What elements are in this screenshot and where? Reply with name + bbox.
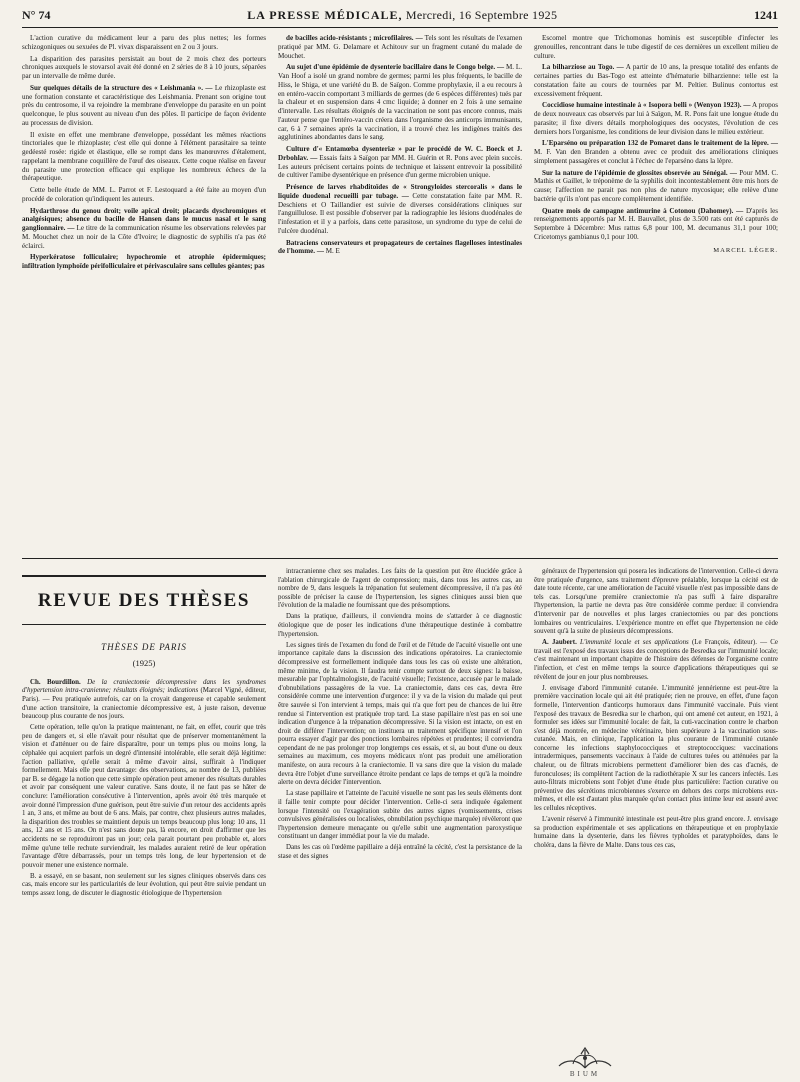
paragraph: [534, 101, 778, 136]
paragraph: [22, 678, 266, 721]
report-heading: Sur la nature de l'épidémie de glossites observée au Sénégal. —: [542, 168, 737, 177]
paragraph: [534, 684, 778, 813]
paragraph-text: (Marcel Vigné, éditeur, Paris). — Peu pratiquée autrefois, car on la croyait dangereuse et capable seulement d'une action transitoire, la craniectomie décompressive est, à juste raison, devenue beaucoup plus courante de nos jours.: [22, 686, 266, 721]
paragraph-text: Il existe en effet une membrane d'enveloppe, possédant les mêmes réactions tinctoriales que le rhizoplaste; c'est elle qui donne à l'élément parasitaire sa teinte gedéesté rosée: rigide et élastique, elle se rompt dans les manœuvres d'étalement, rappelant la membrane coquillère de l'œuf des oiseaux. Cette coque réalise en faveur du parasite une protection efficace qui explique les nombreux échecs de la thérapeutique.: [22, 130, 266, 183]
paragraph: [534, 139, 778, 165]
thesis-author: A. Jaubert.: [542, 638, 577, 647]
issue-date: Mercredi, 16 Septembre 1925: [402, 8, 558, 22]
report-heading: Au sujet d'une épidémie de dysenterie bacillaire dans le Congo belge. —: [286, 63, 505, 72]
paragraph: [22, 207, 266, 251]
paragraph-text: M. F. Van den Branden a obtenu avec ce produit des améliorations cliniques simplement passagères et conclut à l'échec de l'eparséno dans la lèpre.: [534, 148, 778, 165]
paragraph-text: Escomel montre que Trichomonas hominis est susceptible d'infecter les grenouilles, rencontrant dans le tube digestif de ces dernières un excellent milieu de culture.: [534, 34, 778, 60]
society-report: [22, 34, 778, 552]
paragraph: [278, 567, 522, 610]
paragraph-text: Pour MM. C. Mathis et Gaillet, le tréponème de la syphilis doit incontestablement être mis hors de cause; l'affection ne parait pas non plus de nature mycosique; elle relève d'une bactérie qu'ils n'ont pas encore complètement identifiée.: [534, 168, 778, 203]
paragraph-text: Cette belle étude de MM. L. Parrot et F. Lestoquard a été faite au moyen d'un procédé de coloration qu'indiquent les auteurs.: [22, 186, 266, 203]
ornament-label: BIUM: [569, 1070, 601, 1078]
paragraph-text: L'action curative du médicament leur a paru des plus nettes; les formes schizogoniques ou sexuées de Pl. vivax disparaissent en 2 ou 3 jours.: [22, 34, 266, 51]
paragraph: [278, 641, 522, 787]
paragraph-text: Le titre de la communication résume les observations relevées par M. Mouchet chez un noir de la Côte d'Ivoire; le diagnostic de syphilis n'a pas été éclairci.: [22, 224, 266, 250]
paragraph-text: D'après les renseignements apportés par M. H. Bauvallet, plus de 3.500 rats ont été capturés de Septembre à Décembre: Mus rattus 6,8 pour 100, M. decumanus 31,1 pour 100; Cricetomys gambianus 0,1 pour 100.: [534, 206, 778, 241]
paragraph: [278, 612, 522, 638]
paragraph-text: généraux de l'hypertension qui posera les indications de l'intervention. Celle-ci devra être pratiquée d'urgence, sans traitement d'épreuve préalable, lorsque la cécité est de date toute récente, car une amélioration de l'acuité visuelle n'est pas impossible dans de tels cas. Lorsqu'une première craniectomie n'a pas suffi à faire disparaître l'hypertension, la partie ne devra pas être considérée comme perdue: il conviendra d'intervenir par de nouvelles et plus larges craniectomies ou par des ponctions lombaires ou ventriculaires. L'expérience montre en effet que l'hypertension ne cède souvent qu'à la suite de plusieurs décompressions.: [534, 567, 778, 636]
section-title: REVUE DES THÈSES: [22, 575, 266, 625]
journal-title: LA PRESSE MÉDICALE,: [247, 8, 403, 22]
paragraph-text: B. a essayé, en se basant, non seulement sur les signes cliniques observés dans ces cas, mais encore sur les particularités de leur évolution, qui peut être suivie pendant un temps assez long, de discuter le diagnostic étiologique de l'hypertension: [22, 871, 266, 898]
paragraph-text: Les signes tirés de l'examen du fond de l'œil et de l'étude de l'acuité visuelle ont une importance capitale dans la discussion des indications opératoires. La craniectomie décompressive est formellement indiquée dans tous les cas où existe une altération, même minime, de la vision. Il faudra tenir compte surtout de deux signes: la baisse, mesurable par l'ophtalmologiste, de l'acuité visuelle; l'existence, accusée par le malade d'obnubilations passagères de la vue. La craniectomie, dans ces cas, devra être considérée comme une intervention d'urgence: il y va de la vision du malade qui peut être sauvée si l'on intervient à temps, mais qui n'a que fort peu de chances de lui être rendue si l'intervention est pratiquée trop tard. La stase papillaire n'est pas en soi une indication d'urgence à la trépanation décompressive. Si la vision est intacte, on est en droit de différer l'intervention; on instituera un traitement spécifique intensif et l'on pourra essayer d'agir par des ponctions lombaires répétées et prudentes; il conviendra cependant de ne pas prolonger trop longtemps ces essais, et si, au bout d'une ou deux semaines au maximum, ces moyens médicaux n'ont pas produit une amélioration manifeste, on aura recours à la craniectomie. Il va sans dire que la vision du malade devra être l'objet d'une surveillance étroite pendant ce laps de temps et qu'à la moindre alerte on devra décider l'intervention.: [278, 640, 522, 787]
paragraph: [22, 186, 266, 204]
paragraph: [278, 145, 522, 180]
thesis-title: De la craniectomie décompressive dans les syndromes d'hypertension intra-cranienne; résultats éloignés; indications: [22, 677, 266, 695]
paragraph-text: intracranienne chez ses malades. Les faits de la question put être élucidée grâce à l'ablation chirurgicale de l'agent de compression; mais, dans tous les autres cas, au nombre de 9, dans lesquels la trépanation fut seulement décompressive, il n'a pas été possible de préciser la cause de l'hypertension, les signes cliniques aussi bien que l'évolution de la maladie ne fournissant que des présomptions.: [278, 567, 522, 610]
report-heading: Coccidiose humaine intestinale à « Isopora belli » (Wenyon 1923). —: [542, 101, 751, 110]
bottom-column-1: [22, 567, 266, 1062]
bottom-column-2: [278, 567, 522, 1062]
paragraph-text: J. envisage d'abord l'immunité cutanée. L'immunité jennérienne est peut-être la première vaccination locale qui ait été pratiquée; rien ne prouve, en effet, d'une façon formelle, l'intervention d'anticorps humoraux dans l'immunité vaccinale. Puis vient l'exposé des travaux de Besredka sur le charbon, qui ont amené cet auteur, en 1921, à formuler ses idées sur l'immunité locale: de fait, la cuti-vaccination contre le charbon s'est déjà montrée, en médecine vétérinaire, bien supérieure à la vaccination sous-cutanée. Mais, en clinique, l'application la plus courante de l'immunité cutanée concerne les infections staphylococciques et streptococciques: vaccinations intradermiques, pansements vaccinaux à l'aide de cultures tuées ou atténuées par la chaleur, ou de filtrats microbiens permettent d'améliorer bien des cas d'acnés, de furonculoses; ils complètent l'action de la radiothérapie X sur les cancers infectés. Les auto-filtrats microbiens sont l'objet d'une étude plus particulière: l'action curative ou préventive des sécrétions microbiennes s'exerce en dehors des corps microbiens eux-mêmes, et elle est d'autant plus marquée qu'un contact plus intime leur est assuré avec les cellules réceptives.: [534, 683, 778, 813]
section-subtitle: THÈSES DE PARIS: [101, 641, 187, 652]
paragraph: [278, 789, 522, 841]
paragraph: [22, 723, 266, 869]
journal-line: [247, 8, 557, 23]
paragraph: [534, 567, 778, 636]
paragraph: [22, 34, 266, 52]
thesis-review-section: [22, 567, 778, 1062]
paragraph: [278, 183, 522, 236]
paragraph: [22, 131, 266, 184]
thesis-title: L'immunité locale et ses applications: [576, 638, 689, 647]
bottom-column-3: [534, 567, 778, 1062]
top-column-3: [534, 34, 778, 552]
top-column-2: [278, 34, 522, 552]
paragraph-text: Essais faits à Saïgon par MM. H. Guérin et R. Pons avec plein succès. Les auteurs précisent certains points de technique et laissent entrevoir la possibilité de cultiver l'amibe dysentérique en présence d'un germe microbien unique.: [278, 153, 522, 180]
paragraph: [278, 63, 522, 142]
paragraph-text: Tels sont les résultats de l'examen pratiqué par MM. G. Delamare et Achitouv sur un fragment cutané du malade de Mouchet.: [278, 34, 522, 60]
paragraph: [534, 34, 778, 60]
paragraph: [534, 63, 778, 98]
thesis-author: Ch. Bourdillon.: [30, 677, 81, 686]
report-heading: Hydarthrose du genou droit; voile apical droit; placards dyschromiques et analgésiques; absence du bacille de Hansen dans le mucus nasal et le sang ganglionnaire. —: [22, 206, 266, 232]
library-ornament: [550, 1044, 620, 1078]
paragraph: [278, 34, 522, 60]
paragraph-text: Dans la pratique, d'ailleurs, il conviendra moins de s'attarder à ce diagnostic étiologique que de poser les indications d'une thérapeutique destinée à combattre l'hypertension.: [278, 612, 522, 638]
running-head: [22, 8, 778, 28]
paragraph-text: (Le François, éditeur). — Ce travail est l'exposé des travaux issus des conceptions de Besredka sur l'immunité locale; c'est maintenant un important chapitre de l'histoire des défenses de l'organisme contre l'infection, et c'est en même temps la source d'applications thérapeutiques qui se révèlent de jour en jour plus nombreuses.: [534, 638, 778, 681]
paragraph: [534, 169, 778, 204]
paragraph: [534, 638, 778, 681]
report-heading: Sur quelques détails de la structure des « Leishmania ». —: [30, 83, 213, 92]
paragraph-text: La disparition des parasites persistait au bout de 2 mois chez des porteurs chroniques auxquels le stovarsol avait été donné en 2 séries de 8 à 10 jours, séparées par un intervalle de même durée.: [22, 54, 266, 80]
report-heading: de bacilles acido-résistants ; microfilaires. —: [286, 34, 423, 42]
paragraph-text: La stase papillaire et l'atteinte de l'acuité visuelle ne sont pas les seuls éléments dont il faille tenir compte pour décider l'intervention. Celle-ci sera indiquée également lorsque l'intensité ou l'exagération subite des autres signes (vomissements, crises convulsives généralisées ou localisées, obnubilation psychique marquée) révèleront que l'hypertension demeure menaçante ou qu'elle subit une augmentation paroxystique constituant un danger immédiat pour la vie du malade.: [278, 789, 522, 841]
paragraph: [22, 84, 266, 128]
report-heading: La bilharziose au Togo. —: [542, 63, 624, 72]
report-heading: Présence de larves rhabditoïdes de « Strongyloides stercoralis » dans le liquide duodenal recueilli par tubage. —: [278, 183, 522, 200]
paragraph-text: Le rhizoplaste est une formation constante et caractéristique des Leishmania. Prenant son origine tout près du centrosome, il va rejoindre la membrane d'enveloppe du parasite en un point quelconque, le plus souvent au niveau d'un des pôles. Il participe de façon évidente au processus de division.: [22, 83, 266, 127]
report-heading: Hyperkératose folliculaire; hypochromie et atrophie épidermiques; infiltration lymphoïde périfolliculaire et périvasculaire sans cellules géantes; pas: [22, 253, 266, 270]
paragraph-text: M. L. Van Hoof a isolé un grand nombre de germes; parmi les plus fréquents, le bacille de Hiss, le Shiga, et une variété du B. de Saïgon. Comme prophylaxie, il a eu recours à en entéro-vaccin comportant 3 milliards de germes (de 6 espèces différentes) tués par la chaleur et en suspension dans 4 cmc liquide; à donner en 2 fois à une semaine d'intervalle. Les résultats éloignés de la vaccination ne sont pas encore connus, mais l'auteur pense que l'entéro-vaccin créera dans l'organisme des anticorps immunisants, car, 6 à 7 semaines après la vaccination, il a trouvé chez les indigènes traités des agglutinines abondantes dans le sang.: [278, 63, 522, 142]
page-number: 1241: [753, 8, 778, 22]
paragraph: [278, 843, 522, 860]
report-heading: Batraciens conservateurs et propagateurs de certaines flagelloses intestinales de l'homme. —: [278, 238, 522, 256]
paragraph-text: Cette constatation faite par MM. R. Deschiens et O Taillandier est suivie de diverses considérations cliniques sur l'anguillulose. Il est possible d'observer par la radiographie les lésions duodénales de l'infestation et il y a parfois, dans cette parasitose, un syndrome du type de celui de l'ulcère duodénal.: [278, 191, 522, 235]
section-year: (1925): [132, 658, 156, 669]
report-heading: L'Eparséno ou préparation 132 de Pomaret dans le traitement de la lèpre. —: [542, 139, 778, 148]
paragraph: [534, 815, 778, 849]
paragraph: [534, 207, 778, 242]
paragraph: [22, 253, 266, 271]
paragraph: [278, 239, 522, 257]
paragraph-text: Dans les cas où l'œdème papillaire a déjà entraîné la cécité, c'est la persistance de la stase et des signes: [278, 843, 522, 860]
report-heading: Culture d'« Entamœba dysenteriæ » par le procédé de W. C. Boeck et J. Drbohlav. —: [278, 145, 522, 162]
top-column-1: [22, 34, 266, 552]
paragraph: [22, 55, 266, 81]
paragraph-text: A partir de 10 ans, la presque totalité des enfants de certaines parties du Bas-Togo est atteinte d'hématurie bilharzienne: telle est la constatation faite au cours de tournées par M. Peltier. Bulinus contortus est excessivement fréquent.: [534, 63, 778, 98]
paragraph-text: Cette opération, telle qu'on la pratique maintenant, ne fait, en effet, courir que très peu de dangers et, si elle n'avait pour résultat que de préserver momentanément la vision et d'atténuer ou de faire disparaître, pour un temps plus ou moins long, la céphalée qui acquiert parfois un degré d'intensité intolérable, elle serait déjà légitime: l'action palliative, qu'elle serait à même d'avoir ainsi, suffirait à l'indiquer formellement. Mais elle peut davantage: des observations, au nombre de 13, publiées par B. se dégage la notion que cette simple opération peut amener des résultats durables et avoir par conséquent une valeur curative. Sans doute, il ne faut pas se hâter de conclure: l'amélioration consécutive à l'intervention, après avoir été très marquée et avoir donné l'impression d'une guérison, peut être suivie d'un retour des accidents après 1 an, 3 ans, et même au bout de 6 ans. Mais, par contre, chez plusieurs autres malades, la disparition des troubles se maintient depuis un temps beaucoup plus long: 10 ans, 11 ans, 12 ans et 15 ans. On n'est sans doute pas, là encore, en droit d'affirmer que les accidents ne se reproduiront pas un jour; cela parait pourtant peu probable et, alors même qu'une telle rechute surviendrait, les malades auraient retiré de leur opération l'avantage d'être débarrassés, pour un temps très long, de leur hypertension et de pouvoir mener une existence normale.: [22, 723, 266, 869]
fleuron-icon: [555, 1044, 615, 1070]
top-column-3-body: [534, 34, 778, 242]
section-divider: [22, 558, 778, 559]
paragraph-text: L'avenir réservé à l'immunité intestinale est peut-être plus grand encore. J. envisage sa production expérimentale et ses applications en thérapeutique et en prophylaxie humaine dans la dysenterie, dans les fièvres typhoïdes et paratyphoïdes, dans le choléra, dans la fièvre de Malte. Dans tous ces cas,: [534, 815, 778, 849]
paragraph-text: A propos de deux nouveaux cas observés par lui à Saïgon, M. R. Pons fait une longue étude du parasite; il fixe divers détails morphologiques des oocystes, l'évolution de ces derniers hors l'organisme, les conditions de leur division dans le milieu extérieur.: [534, 101, 778, 136]
report-heading: Quatre mois de campagne antimurine à Cotonou (Dahomey). —: [542, 206, 744, 215]
issue-number: N° 74: [22, 8, 51, 22]
paragraph-text: M. E: [323, 247, 340, 256]
author-signature: MARCEL LÉGER.: [713, 246, 778, 254]
paragraph: [22, 872, 266, 898]
bottom-column-1-body: [22, 678, 266, 898]
